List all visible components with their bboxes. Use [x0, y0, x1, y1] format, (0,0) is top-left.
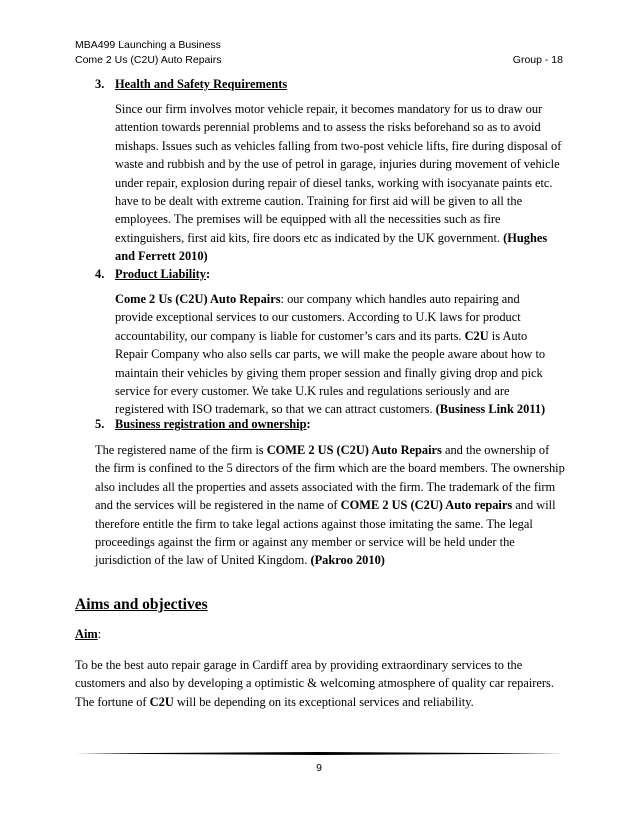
paragraph-text: and the ownership of the firm is confined to the 5 directors of the firm which are the board members. The ownership also includes all the properties and assets associated with the firm. The trademark of the firm and the services will be registered in the name of — [95, 443, 565, 513]
section-number: 5. — [95, 417, 105, 431]
aims-heading: Aims and objectives — [75, 596, 208, 613]
citation: (Hughes and Ferrett 2010) — [115, 230, 548, 264]
company-name: Come 2 Us (C2U) Auto Repairs — [115, 292, 281, 306]
header-group-label: Group - 18 — [512, 54, 563, 66]
citation: (Business Link 2011) — [435, 402, 546, 417]
header-document-title: MBA499 Launching a Business — [75, 39, 221, 51]
section-5-body — [95, 441, 565, 570]
paragraph-text: : our company which handles auto repairing and provide exceptional services to our customers. According to U.K laws for product accountability, our company is liable for customer’s cars and its parts. — [115, 292, 521, 343]
aim-body — [75, 656, 565, 711]
company-abbrev: C2U — [464, 328, 489, 343]
heading-colon: : — [306, 417, 311, 431]
heading-colon: : — [206, 267, 211, 281]
company-name: COME 2 US (C2U) Auto repairs — [340, 498, 513, 513]
aim-colon: : — [97, 627, 102, 641]
section-number: 4. — [95, 267, 105, 281]
section-title: Product Liability — [115, 267, 206, 281]
aim-label-text: Aim — [75, 627, 98, 641]
footer-divider — [75, 752, 563, 755]
paragraph-text: The registered name of the firm is — [95, 443, 267, 457]
paragraph-text: and will therefore entitle the firm to take legal actions against those imitating the same. The legal proceedings against the firm or against any member or service will be held under the jurisdiction of the law of United Kingdom. — [95, 498, 556, 568]
paragraph-text: Since our firm involves motor vehicle repair, it becomes mandatory for us to draw our attention towards perennial problems and to assess the risks beforehand so as to avoid mishaps. Issues such as vehicles falling from two-post vehicle lifts, fire during disposal of waste and rubbish and by the use of petrol in garage, injuries during movement of vehicle under repair, explosion during repair of diesel tanks, working with isocyanate paints etc. have to be dealt with extreme caution. Training for first aid will be given to all the employees. The premises will be equipped with all the necessities such as fire extinguishers, first aid kits, fire doors etc as indicated by the UK government. — [115, 102, 562, 245]
header-company-name: Come 2 Us (C2U) Auto Repairs — [75, 54, 222, 66]
paragraph-text: will be depending on its exceptional services and reliability. — [173, 694, 474, 709]
section-3-heading — [95, 75, 287, 93]
section-title: Health and Safety Requirements — [115, 77, 288, 91]
company-name: COME 2 US (C2U) Auto Repairs — [266, 443, 442, 457]
paragraph-text: To be the best auto repair garage in Cardiff area by providing extraordinary services to the customers and also by developing a optimistic & welcoming atmosphere of quality car repairers. The fortune of — [75, 658, 554, 709]
company-abbrev: C2U — [149, 694, 174, 709]
section-number: 3. — [95, 77, 105, 91]
section-4-body — [115, 290, 560, 419]
aim-label — [75, 627, 101, 642]
section-5-heading — [95, 415, 311, 433]
citation: (Pakroo 2010) — [310, 553, 385, 568]
page-number: 9 — [316, 762, 322, 774]
section-4-heading — [95, 265, 210, 283]
paragraph-text: is Auto Repair Company who also sells car parts, we will make the people aware about how to maintain their vehicles by giving them proper session and finally giving drop and pick service for every customer. We take U.K rules and regulations seriously and are registered with ISO trademark, so that we can attract customers. — [115, 328, 546, 417]
section-3-body — [115, 100, 562, 266]
section-title: Business registration and ownership — [115, 417, 307, 431]
